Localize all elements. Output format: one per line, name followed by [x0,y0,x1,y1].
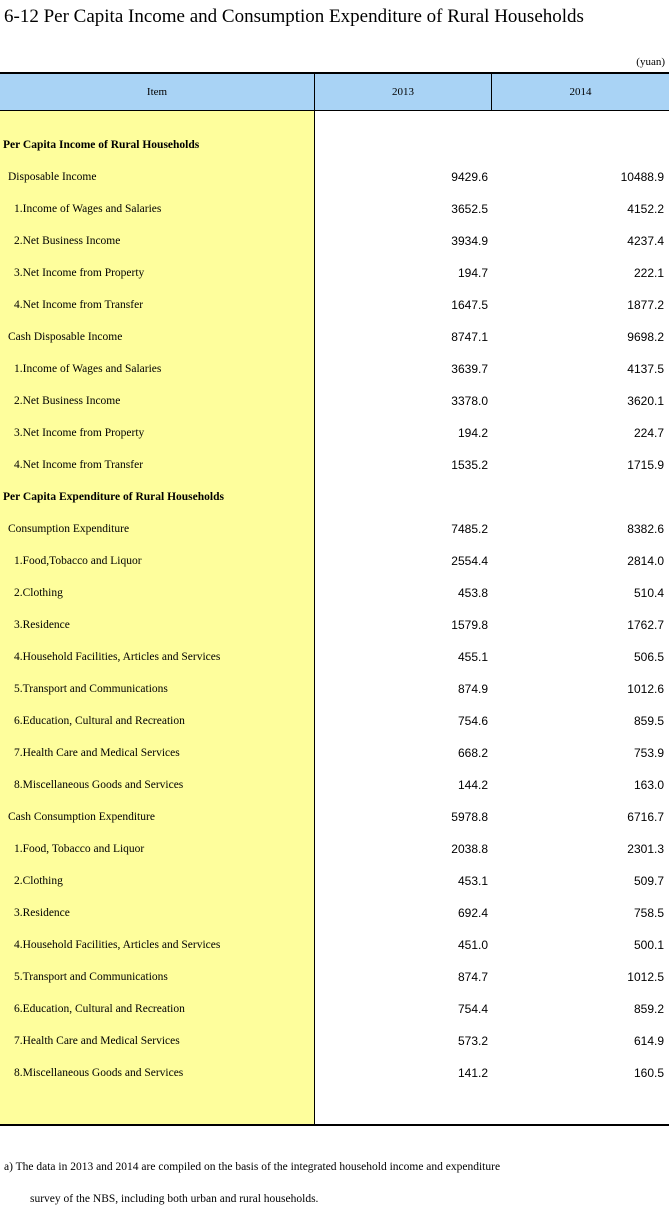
value-2013: 754.6 [457,714,488,728]
row-label: 7.Health Care and Medical Services [14,747,180,759]
value-2014: 4152.2 [627,202,664,216]
value-2014: 510.4 [633,586,664,600]
table-header [0,72,669,111]
row-label: 4.Household Facilities, Articles and Services [14,651,221,663]
value-2013: 194.7 [457,266,488,280]
table-row-values [315,673,669,705]
value-2013: 194.2 [457,426,488,440]
row-label: Disposable Income [8,171,97,183]
value-2013: 1535.2 [451,458,488,472]
section-heading: Per Capita Expenditure of Rural Households [3,491,224,503]
value-2013: 9429.6 [451,170,488,184]
value-2013: 2554.4 [451,554,488,568]
table-row-values [315,129,669,161]
value-2014: 224.7 [633,426,664,440]
row-label: 6.Education, Cultural and Recreation [14,1003,185,1015]
item-column [0,111,315,1124]
value-2014: 8382.6 [627,522,664,536]
table-row-values [315,513,669,545]
unit-label: (yuan) [636,56,665,68]
value-2013: 8747.1 [451,330,488,344]
value-2014: 758.5 [633,906,664,920]
value-2013: 7485.2 [451,522,488,536]
table-row-values [315,865,669,897]
value-2014: 2814.0 [627,554,664,568]
value-2013: 573.2 [457,1034,488,1048]
value-2013: 2038.8 [451,842,488,856]
value-2014: 163.0 [633,778,664,792]
row-label: 7.Health Care and Medical Services [14,1035,180,1047]
value-2014: 10488.9 [620,170,664,184]
value-2014: 9698.2 [627,330,664,344]
table-row-values [315,321,669,353]
table-row-values [315,545,669,577]
value-2013: 453.1 [457,874,488,888]
table-row-values [315,449,669,481]
value-2013: 874.9 [457,682,488,696]
value-2013: 453.8 [457,586,488,600]
row-label: 5.Transport and Communications [14,683,168,695]
header-2013: 2013 [315,74,492,110]
value-2014: 1715.9 [627,458,664,472]
value-2014: 1877.2 [627,298,664,312]
value-2013: 3652.5 [451,202,488,216]
value-2014: 2301.3 [627,842,664,856]
row-label: 5.Transport and Communications [14,971,168,983]
row-label: 8.Miscellaneous Goods and Services [14,779,184,791]
header-item: Item [0,74,315,110]
row-label: Cash Disposable Income [8,331,123,343]
value-2014: 4237.4 [627,234,664,248]
value-2014: 4137.5 [627,362,664,376]
table-row-values [315,353,669,385]
row-label: Consumption Expenditure [8,523,130,535]
row-label: 1.Income of Wages and Salaries [14,203,162,215]
row-label: 1.Food,Tobacco and Liquor [14,555,142,567]
value-2013: 1579.8 [451,618,488,632]
table-row-values [315,705,669,737]
value-2014: 6716.7 [627,810,664,824]
table-row-values [315,801,669,833]
value-2013: 144.2 [457,778,488,792]
table-row-values [315,641,669,673]
table-body [0,111,669,1126]
value-2013: 668.2 [457,746,488,760]
footnote-line-1: a) The data in 2013 and 2014 are compiled on the basis of the integrated household income and expenditure [4,1161,501,1173]
table-row-values [315,833,669,865]
value-2014: 1762.7 [627,618,664,632]
row-label: 4.Net Income from Transfer [14,459,144,471]
value-2014: 859.5 [633,714,664,728]
value-2013: 874.7 [457,970,488,984]
value-2014: 222.1 [633,266,664,280]
value-columns [315,111,669,1124]
value-2014: 614.9 [633,1034,664,1048]
table-row-values [315,993,669,1025]
table-row-values [315,289,669,321]
table-row-values [315,897,669,929]
value-2014: 506.5 [633,650,664,664]
value-2014: 3620.1 [627,394,664,408]
value-2013: 3639.7 [451,362,488,376]
row-label: 1.Income of Wages and Salaries [14,363,162,375]
table-row-values [315,193,669,225]
row-label: 3.Residence [14,907,70,919]
table-row-values [315,737,669,769]
table-row-values [315,609,669,641]
row-label: 3.Residence [14,619,70,631]
data-table [0,72,669,1126]
section-heading: Per Capita Income of Rural Households [3,139,200,151]
table-row-values [315,161,669,193]
value-2013: 451.0 [457,938,488,952]
value-2013: 3378.0 [451,394,488,408]
row-label: 2.Net Business Income [14,235,121,247]
page-title: 6-12 Per Capita Income and Consumption Expenditure of Rural Households [4,6,584,27]
table-row-values [315,769,669,801]
table-row-values [315,481,669,513]
row-label: 3.Net Income from Property [14,427,145,439]
row-label: 2.Net Business Income [14,395,121,407]
row-label: 4.Net Income from Transfer [14,299,144,311]
table-row-values [315,929,669,961]
table-row-values [315,577,669,609]
row-label: 6.Education, Cultural and Recreation [14,715,185,727]
value-2013: 692.4 [457,906,488,920]
value-2013: 141.2 [457,1066,488,1080]
row-label: 2.Clothing [14,875,63,887]
value-2014: 753.9 [633,746,664,760]
value-2014: 1012.6 [627,682,664,696]
table-row-values [315,257,669,289]
value-2014: 160.5 [633,1066,664,1080]
table-row-values [315,417,669,449]
row-label: 4.Household Facilities, Articles and Services [14,939,221,951]
row-label: Cash Consumption Expenditure [8,811,155,823]
table-row-values [315,225,669,257]
footnote-line-2: survey of the NBS, including both urban and rural households. [30,1193,319,1205]
value-2014: 1012.5 [627,970,664,984]
row-label: 2.Clothing [14,587,63,599]
table-row-values [315,961,669,993]
value-2014: 509.7 [633,874,664,888]
table-row-values [315,1057,669,1089]
value-2013: 455.1 [457,650,488,664]
table-row-values [315,1025,669,1057]
value-2013: 5978.8 [451,810,488,824]
value-2014: 859.2 [633,1002,664,1016]
value-2014: 500.1 [633,938,664,952]
header-2014: 2014 [569,86,592,98]
row-label: 8.Miscellaneous Goods and Services [14,1067,184,1079]
row-label: 1.Food, Tobacco and Liquor [14,843,145,855]
table-row-values [315,385,669,417]
value-2013: 3934.9 [451,234,488,248]
row-label: 3.Net Income from Property [14,267,145,279]
value-2013: 754.4 [457,1002,488,1016]
value-2013: 1647.5 [451,298,488,312]
